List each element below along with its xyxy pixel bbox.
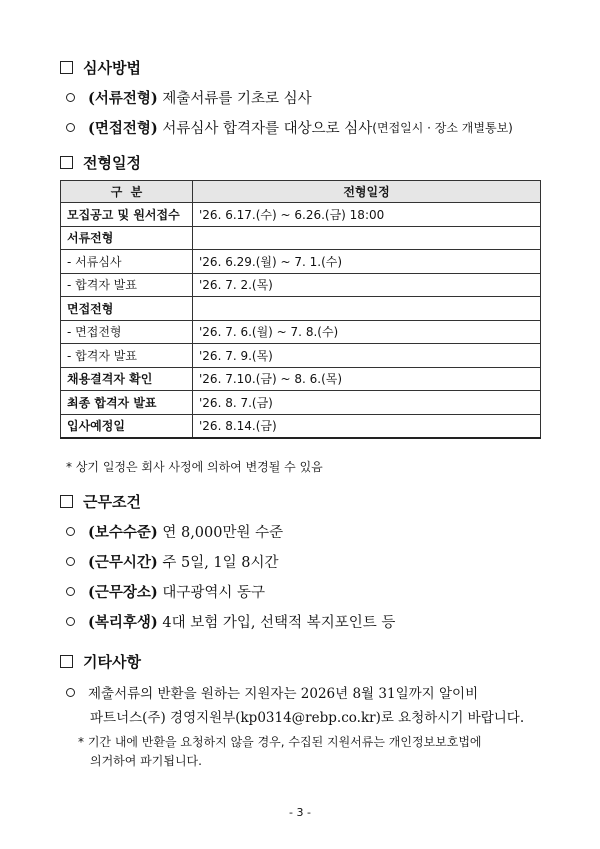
row-value: '26. 7. 9.(목) — [193, 344, 541, 368]
checkbox-square-icon — [60, 495, 73, 508]
section-review-heading — [60, 57, 141, 78]
schedule-table — [60, 180, 541, 439]
row-value: '26. 6.17.(수) ~ 6.26.(금) 18:00 — [193, 203, 541, 227]
table-row — [61, 414, 541, 438]
item-text: 대구광역시 동구 — [157, 585, 266, 601]
section-title: 심사방법 — [83, 59, 141, 77]
review-item-interview — [66, 117, 513, 138]
item-label: (서류전형) — [88, 90, 158, 107]
row-value: '26. 8.14.(금) — [193, 414, 541, 438]
item-label: (근무장소) — [88, 584, 158, 601]
condition-item-welfare — [66, 611, 395, 632]
header-category: 구 분 — [61, 181, 193, 203]
bullet-circle-icon — [66, 617, 75, 626]
section-title: 전형일정 — [83, 154, 141, 172]
bullet-circle-icon — [66, 93, 75, 102]
condition-item-hours — [66, 551, 279, 572]
etc-note-line-2: 의거하여 파기됩니다. — [90, 754, 202, 768]
row-label: 최종 합격자 발표 — [61, 391, 193, 415]
checkbox-square-icon — [60, 61, 73, 74]
row-label: 서류전형 — [61, 226, 193, 250]
item-label: (복리후생) — [88, 614, 158, 631]
item-label: (보수수준) — [88, 524, 158, 541]
condition-item-salary — [66, 521, 283, 542]
table-row — [61, 203, 541, 227]
row-value: '26. 7. 6.(월) ~ 7. 8.(수) — [193, 320, 541, 344]
row-label: 면접전형 — [61, 297, 193, 321]
item-text: 연 8,000만원 수준 — [157, 525, 284, 541]
table-row — [61, 297, 541, 321]
bullet-circle-icon — [66, 123, 75, 132]
table-row — [61, 226, 541, 250]
row-label: 입사예정일 — [61, 414, 193, 438]
item-label: (면접전형) — [88, 120, 158, 137]
row-value: '26. 6.29.(월) ~ 7. 1.(수) — [193, 250, 541, 274]
etc-item — [66, 682, 478, 702]
row-value: '26. 8. 7.(금) — [193, 391, 541, 415]
condition-item-location — [66, 581, 265, 602]
checkbox-square-icon — [60, 156, 73, 169]
header-schedule: 전형일정 — [193, 181, 541, 203]
row-value: '26. 7. 2.(목) — [193, 273, 541, 297]
etc-note-line-1: * 기간 내에 반환을 요청하지 않을 경우, 수집된 지원서류는 개인정보보호법에 — [78, 735, 482, 749]
item-small-text: (면접일시 · 장소 개별통보) — [372, 121, 513, 135]
schedule-note: * 상기 일정은 회사 사정에 의하여 변경될 수 있음 — [66, 460, 323, 474]
item-text: 제출서류를 기초로 심사 — [157, 91, 312, 107]
etc-line-1: 제출서류의 반환을 원하는 지원자는 2026년 8월 31일까지 알이비 — [88, 686, 479, 702]
item-text: 주 5일, 1일 8시간 — [157, 555, 279, 571]
row-label: - 합격자 발표 — [61, 273, 193, 297]
section-conditions-heading — [60, 491, 141, 512]
table-row — [61, 320, 541, 344]
row-label: - 면접전형 — [61, 320, 193, 344]
item-text: 4대 보험 가입, 선택적 복지포인트 등 — [157, 615, 396, 631]
bullet-circle-icon — [66, 557, 75, 566]
table-row — [61, 273, 541, 297]
section-etc-heading — [60, 651, 141, 672]
table-row — [61, 250, 541, 274]
bullet-circle-icon — [66, 587, 75, 596]
row-label: - 합격자 발표 — [61, 344, 193, 368]
etc-line-2: 파트너스(주) 경영지원부(kp0314@rebp.co.kr)로 요청하시기 바랍니다. — [90, 710, 525, 726]
row-label: 채용결격자 확인 — [61, 367, 193, 391]
bullet-circle-icon — [66, 688, 75, 697]
row-value — [193, 226, 541, 250]
page-number: - 3 - — [289, 806, 311, 819]
checkbox-square-icon — [60, 655, 73, 668]
table-row — [61, 391, 541, 415]
row-label: 모집공고 및 원서접수 — [61, 203, 193, 227]
table-row — [61, 344, 541, 368]
table-row — [61, 367, 541, 391]
row-value: '26. 7.10.(금) ~ 8. 6.(목) — [193, 367, 541, 391]
bullet-circle-icon — [66, 527, 75, 536]
section-title: 기타사항 — [83, 653, 141, 671]
item-text: 서류심사 합격자를 대상으로 심사 — [157, 121, 373, 137]
review-item-document — [66, 87, 312, 108]
item-label: (근무시간) — [88, 554, 158, 571]
row-label: - 서류심사 — [61, 250, 193, 274]
section-title: 근무조건 — [83, 493, 141, 511]
table-header-row — [61, 181, 541, 203]
row-value — [193, 297, 541, 321]
section-schedule-heading — [60, 152, 141, 173]
